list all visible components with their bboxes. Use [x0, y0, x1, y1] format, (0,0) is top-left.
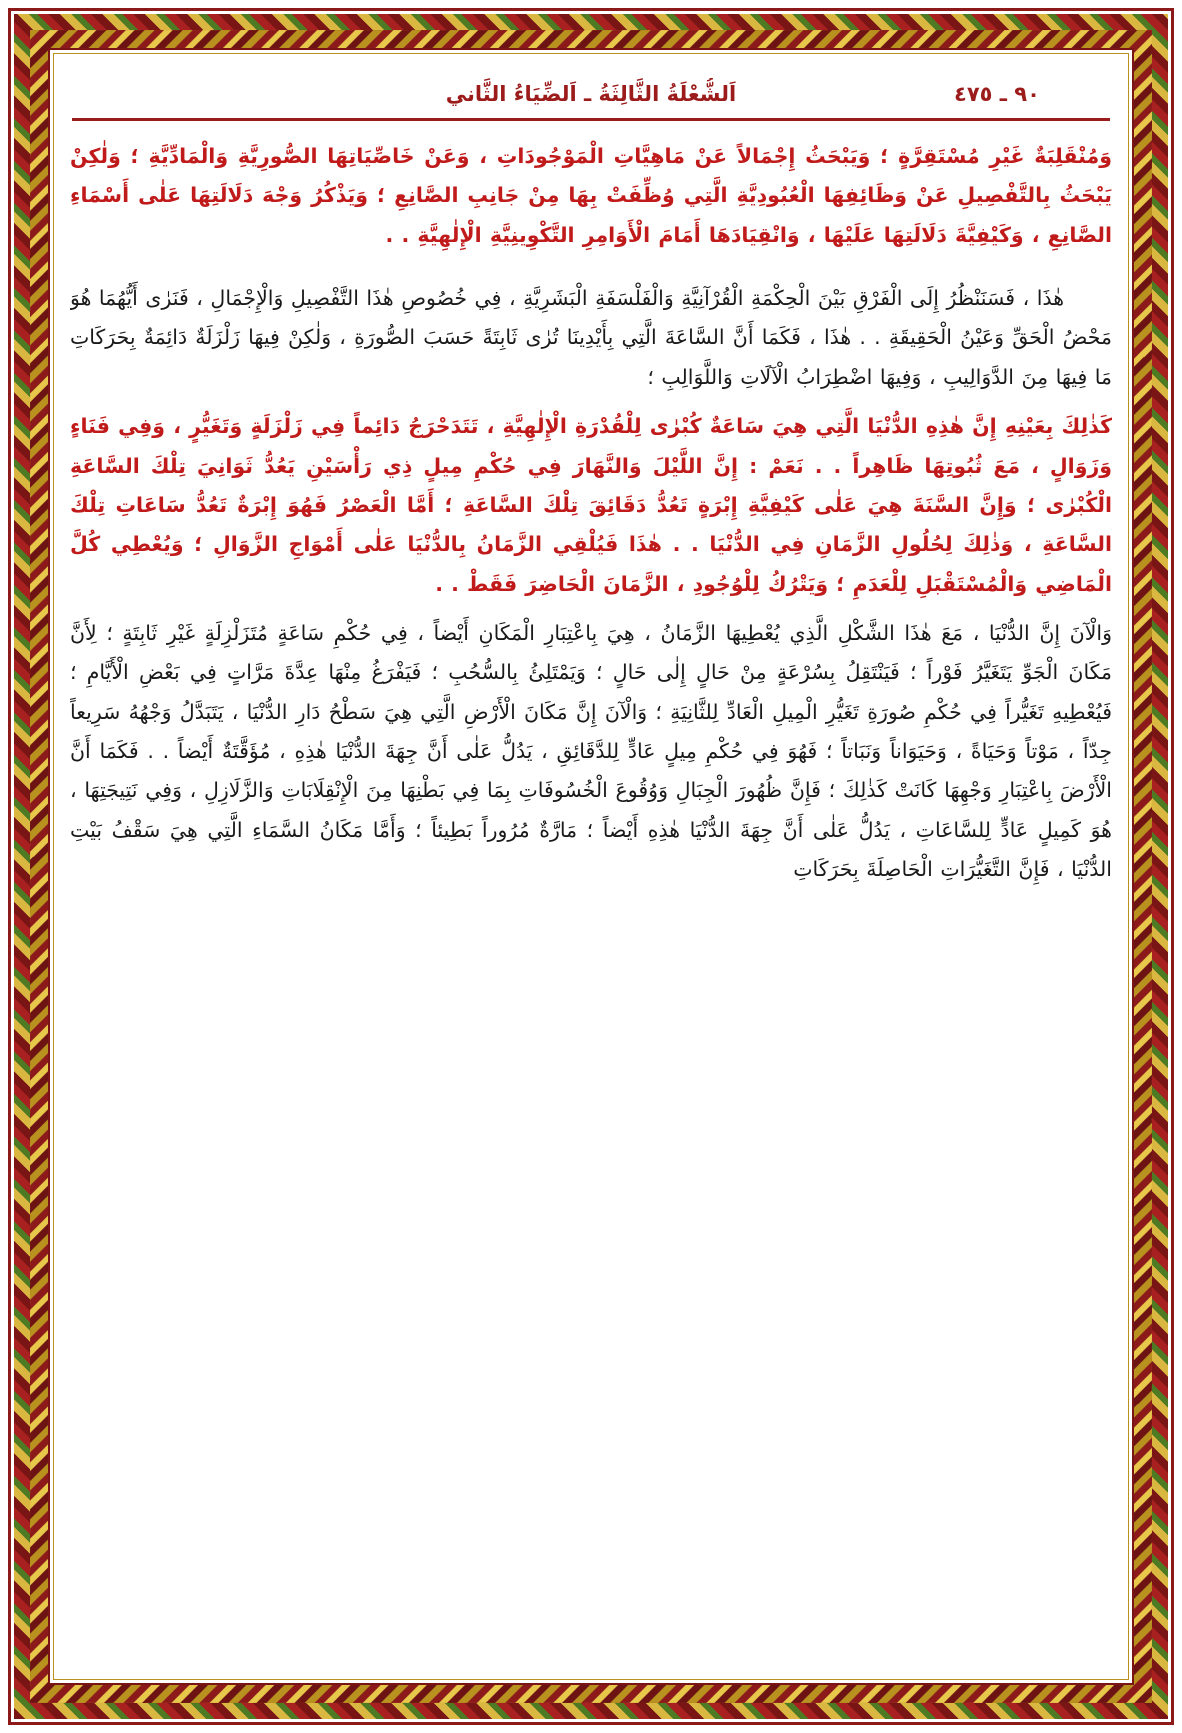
- header-divider-rule: [72, 118, 1110, 121]
- paragraph-4: وَالْآنَ إِنَّ الدُّنْيَا ، مَعَ هٰذَا الشَّكْلِ الَّذِي يُعْطِيهَا الزَّمَانُ ، هِيَ بِاعْتِبَارِ الْمَكَانِ أَيْضاً ، فِي حُكْمِ سَاعَةٍ مُتَزَلْزِلَةٍ غَيْرِ ثَابِتَةٍ ؛ لِأَنَّ مَكَانَ الْجَوِّ يَتَغَيَّرُ فَوْراً ؛ فَيَنْتَقِلُ بِسُرْعَةٍ مِنْ حَالٍ إِلٰى حَالٍ ؛ وَيَمْتَلِئُ بِالسُّحُبِ ؛ فَيَفْرَغُ مِنْهَا عِدَّةَ مَرَّاتٍ فِي بَعْضِ الْأَيَّامِ ؛ فَيُعْطِيهِ تَغَيُّراً فِي حُكْمِ صُورَةِ تَغَيُّرِ الْمِيلِ الْعَادِّ لِلثَّانِيَةِ ؛ وَالْآنَ إِنَّ مَكَانَ الْأَرْضِ الَّتِي هِيَ سَطْحُ دَارِ الدُّنْيَا ، يَتَبَدَّلُ وَجْهُهُ سَرِيعاً جِدّاً ، مَوْتاً وَحَيَاةً ، وَحَيَوَاناً وَنَبَاتاً ؛ فَهُوَ فِي حُكْمِ مِيلٍ عَادٍّ لِلدَّقَائِقِ ، يَدُلُّ عَلٰى أَنَّ جِهَةَ الدُّنْيَا هٰذِهِ ، مُؤَقَّتَةٌ أَيْضاً . . فَكَمَا أَنَّ الْأَرْضَ بِاعْتِبَارِ وَجْهِهَا كَانَتْ كَذٰلِكَ ؛ فَإِنَّ ظُهُورَ الْجِبَالِ وَوُقُوعَ الْخُسُوفَاتِ بِمَا فِي بَطْنِهَا مِنَ الْإِنْقِلَابَاتِ وَالزَّلَازِلِ ، وَفِي نَتِيجَتِهَا ، هُوَ كَمِيلٍ عَادٍّ لِلسَّاعَاتِ ، يَدُلُّ عَلٰى أَنَّ جِهَةَ الدُّنْيَا هٰذِهِ أَيْضاً ؛ مَارَّةٌ مُرُوراً بَطِيئاً ؛ وَأَمَّا مَكَانُ السَّمَاءِ الَّتِي هِيَ سَقْفُ بَيْتِ الدُّنْيَا ، فَإِنَّ التَّغَيُّرَاتِ الْحَاصِلَةَ بِحَرَكَاتِ: [70, 620, 1112, 882]
- page-header: [70, 78, 1112, 116]
- header-title: اَلشُّعْلَةُ الثَّالِثَةُ ـ اَلضِّيَاءُ الثَّاني: [445, 82, 737, 106]
- page-content: [70, 78, 1112, 1673]
- paragraph-spacer-1: [70, 265, 1112, 279]
- page-number: ٩٠ ـ ٤٧٥: [954, 82, 1040, 106]
- paragraph-2: هٰذَا ، فَسَنَنْظُرُ إِلَى الْفَرْقِ بَيْنَ الْحِكْمَةِ الْقُرْآنِيَّةِ وَالْفَلْسَفَةِ الْبَشَرِيَّةِ ، فِي خُصُوصِ هٰذَا التَّفْصِيلِ وَالْإِجْمَالِ ، فَنَرٰى أَيُّهُمَا هُوَ مَحْضُ الْحَقِّ وَعَيْنُ الْحَقِيقَةِ . . هٰذَا ، فَكَمَا أَنَّ السَّاعَةَ الَّتِي بِأَيْدِينَا تُرٰى ثَابِتَةً حَسَبَ الصُّورَةِ ، وَلٰكِنْ فِيهَا زَلْزَلَةٌ دَائِمَةٌ بِحَرَكَاتِ مَا فِيهَا مِنَ الدَّوَالِيبِ ، وَفِيهَا اضْطِرَابُ الْآلَاتِ وَاللَّوَالِبِ ؛: [70, 286, 1112, 389]
- paragraph-1: وَمُنْقَلِبَةٌ غَيْرِ مُسْتَقِرَّةٍ ؛ وَيَبْحَثُ إِجْمَالاً عَنْ مَاهِيَّاتِ الْمَوْجُودَاتِ ، وَعَنْ خَاصِّيَاتِهَا الصُّورِيَّةِ وَالْمَادِّيَّةِ ؛ وَلٰكِنْ يَبْحَثُ بِالتَّفْصِيلِ عَنْ وَظَائِفِهَا الْعُبُودِيَّةِ الَّتِي وُظِّفَتْ بِهَا مِنْ جَانِبِ الصَّانِعِ ؛ وَيَذْكُرُ وَجْهَ دَلَالَتِهَا عَلٰى أَسْمَاءِ الصَّانِعِ ، وَكَيْفِيَّةَ دَلَالَتِهَا عَلَيْهَا ، وَانْقِيَادَهَا أَمَامَ الْأَوَامِرِ التَّكْوِينِيَّةِ الْإِلٰهِيَّةِ . .: [70, 144, 1112, 247]
- paragraph-3: كَذٰلِكَ بِعَيْنِهِ إِنَّ هٰذِهِ الدُّنْيَا الَّتِي هِيَ سَاعَةٌ كُبْرٰى لِلْقُدْرَةِ الْإِلٰهِيَّةِ ، تَتَدَحْرَجُ دَائِماً فِي زَلْزَلَةٍ وَتَغَيُّرٍ ، وَفِي فَنَاءٍ وَزَوَالٍ ، مَعَ ثُبُوتِهَا ظَاهِراً . . نَعَمْ : إِنَّ اللَّيْلَ وَالنَّهَارَ فِي حُكْمِ مِيلٍ ذِي رَأْسَيْنِ يَعُدُّ ثَوَانِيَ تِلْكَ السَّاعَةِ الْكُبْرٰى ؛ وَإِنَّ السَّنَةَ هِيَ عَلٰى كَيْفِيَّةِ إِبْرَةٍ تَعُدُّ دَقَائِقَ تِلْكَ السَّاعَةِ ؛ أَمَّا الْعَصْرُ فَهُوَ إِبْرَةٌ تَعُدُّ سَاعَاتِ تِلْكَ السَّاعَةِ ، وَذٰلِكَ لِحُلُولِ الزَّمَانِ فِي الدُّنْيَا . . هٰذَا فَيُلْقِي الزَّمَانُ بِالدُّنْيَا عَلٰى أَمْوَاجِ الزَّوَالِ ؛ وَيُعْطِي كُلَّ الْمَاضِي وَالْمُسْتَقْبَلِ لِلْعَدَمِ ؛ وَيَتْرُكُ لِلْوُجُودِ ، الزَّمَانَ الْحَاضِرَ فَقَطْ . .: [70, 414, 1112, 596]
